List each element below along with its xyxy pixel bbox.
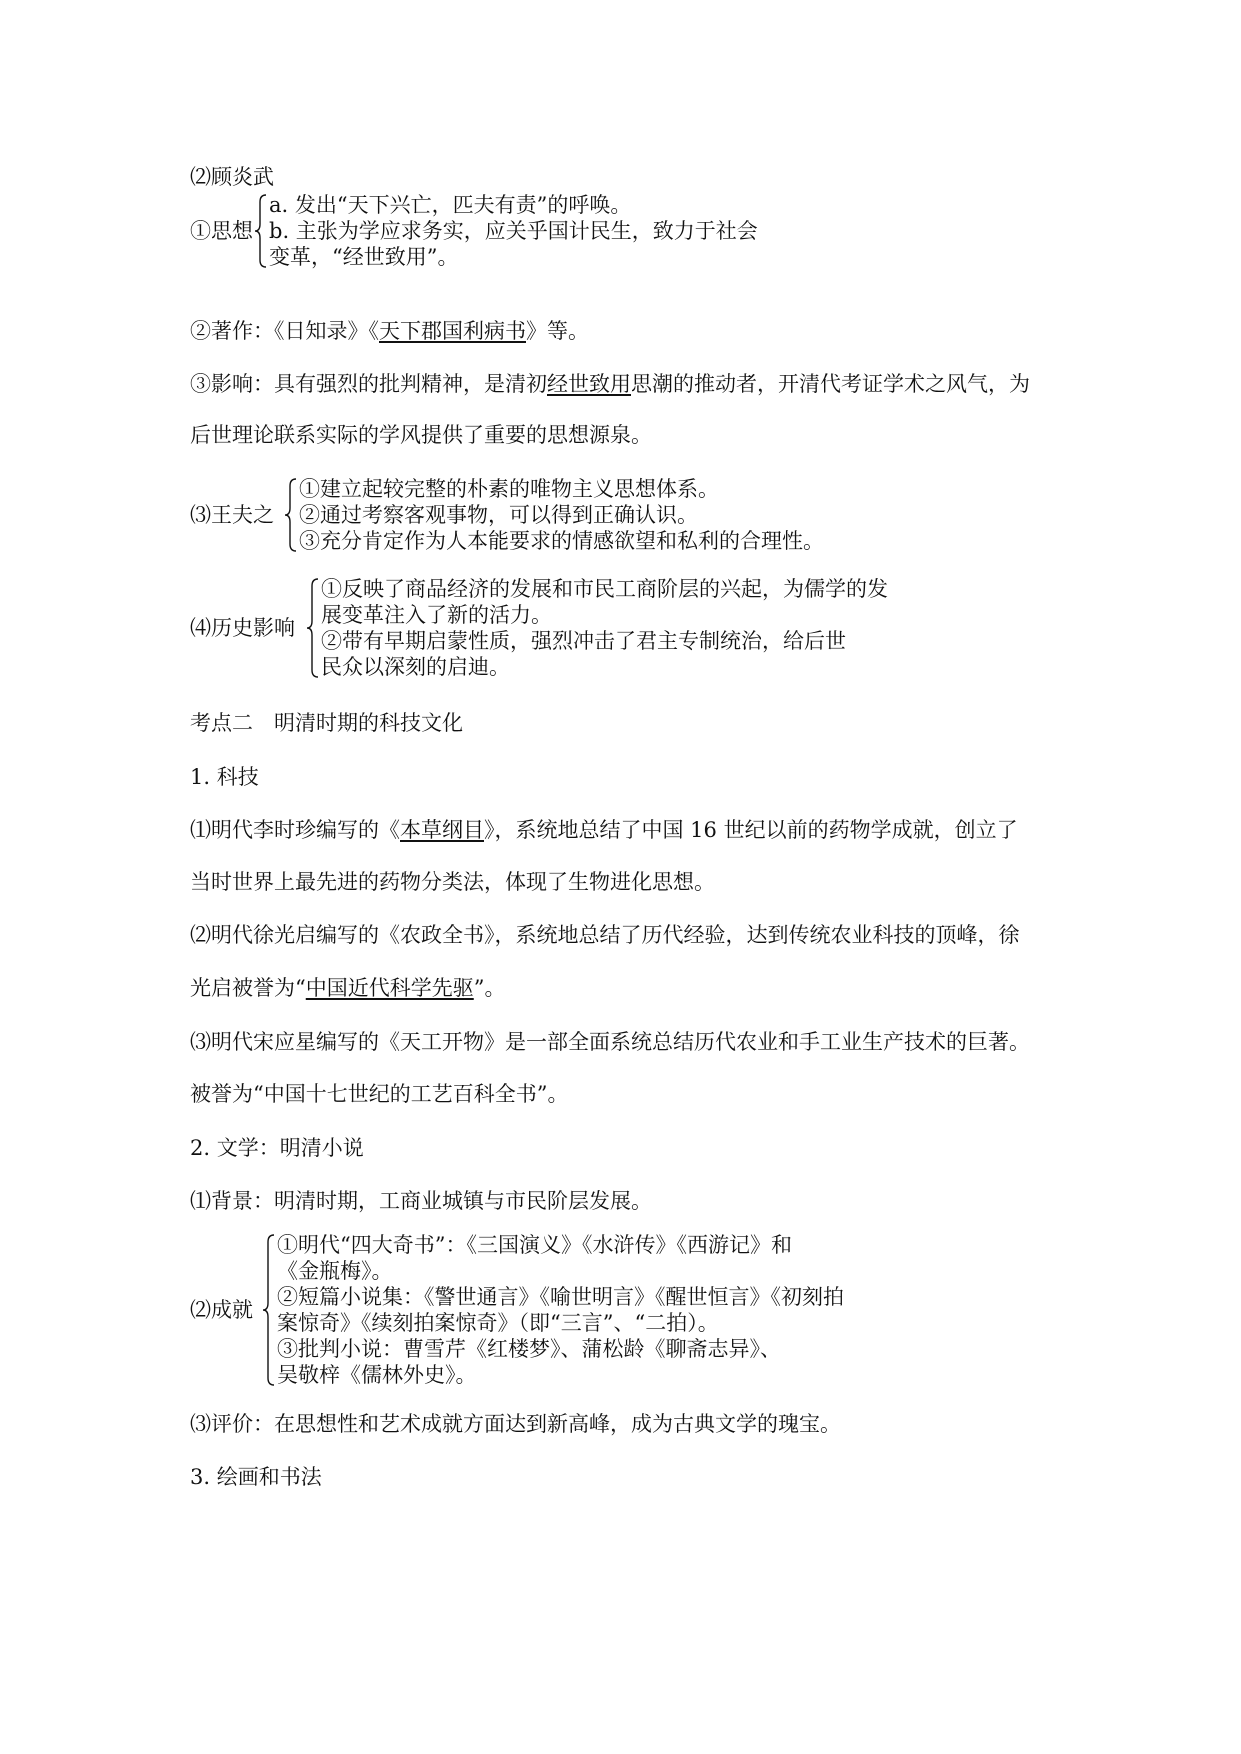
tech-heading: 1. 科技 [190,765,259,789]
impact-item: 展变革注入了新的活力。 [321,603,552,627]
gu-thought-label: ①思想 [190,219,253,243]
wang-item: ③充分肯定作为人本能要求的情感欲望和私利的合理性。 [299,529,824,553]
underlined-book-title: 天下郡国利病书 [379,319,526,343]
achievement-item: ③批判小说：曹雪芹《红楼梦》、蒲松龄《聊斋志异》、 [277,1337,781,1361]
tech-p3-line2: 被誉为“中国十七世纪的工艺百科全书”。 [190,1082,569,1106]
brace-icon [254,194,268,268]
achievement-item: 案惊奇》《续刻拍案惊奇》（即“三言”、“二拍）。 [277,1311,719,1335]
wang-fuzhi-block [190,476,890,554]
wang-fuzhi-label: ⑶王夫之 [190,503,274,527]
tech-p1: ⑴明代李时珍编写的《本草纲目》，系统地总结了中国 16 世纪以前的药物学成就，创立了 [190,818,1018,842]
tech-p2-line2: 光启被誉为“中国近代科学先驱”。 [190,976,506,1000]
impact-item: ②带有早期启蒙性质，强烈冲击了君主专制统治，给后世 [321,629,846,653]
achievement-item: ②短篇小说集：《警世通言》《喻世明言》《醒世恒言》《初刻拍 [277,1285,844,1309]
literature-heading: 2. 文学：明清小说 [190,1136,364,1160]
gu-yanwu-heading: ⑵顾炎武 [190,165,274,189]
literature-achievements-label: ⑵成就 [190,1298,253,1322]
impact-item: 民众以深刻的启迪。 [321,655,510,679]
underlined-book-title: 本草纲目 [400,818,484,842]
historical-impact-label: ⑷历史影响 [190,616,295,640]
gu-thought-item: a. 发出“天下兴亡，匹夫有责”的呼唤。 [269,193,632,217]
gu-thought-block [190,192,790,270]
underlined-term: 经世致用 [547,372,631,396]
wang-item: ①建立起较完整的朴素的唯物主义思想体系。 [299,477,719,501]
tech-p1-line2: 当时世界上最先进的药物分类法，体现了生物进化思想。 [190,870,715,894]
historical-impact-block [190,576,930,680]
brace-icon [284,478,298,552]
achievement-item: 吴敬梓《儒林外史》。 [277,1363,477,1387]
gu-works: ②著作：《日知录》《天下郡国利病书》等。 [190,319,589,343]
gu-influence: ③影响：具有强烈的批判精神，是清初经世致用思潮的推动者，开清代考证学术之风气，为 [190,372,1030,396]
gu-influence-line2: 后世理论联系实际的学风提供了重要的思想源泉。 [190,423,652,447]
wang-item: ②通过考察客观事物，可以得到正确认识。 [299,503,698,527]
underlined-term: 中国近代科学先驱 [305,976,474,1000]
literature-achievements-block [190,1232,930,1388]
achievement-item: ①明代“四大奇书”：《三国演义》《水浒传》《西游记》和 [277,1233,792,1257]
tech-p2: ⑵明代徐光启编写的《农政全书》，系统地总结了历代经验，达到传统农业科技的顶峰，徐 [190,923,1020,947]
brace-icon [262,1234,276,1386]
brace-icon [306,578,320,678]
gu-thought-item: b. 主张为学应求务实，应关乎国计民生，致力于社会 [269,219,758,243]
achievement-item: 《金瓶梅》。 [277,1259,393,1283]
kaodian-2-heading: 考点二 明清时期的科技文化 [190,711,463,735]
literature-background: ⑴背景：明清时期，工商业城镇与市民阶层发展。 [190,1189,652,1213]
gu-thought-item: 变革，“经世致用”。 [269,245,459,269]
literature-evaluation: ⑶评价：在思想性和艺术成就方面达到新高峰，成为古典文学的瑰宝。 [190,1412,841,1436]
art-heading: 3. 绘画和书法 [190,1465,322,1489]
tech-p3: ⑶明代宋应星编写的《天工开物》是一部全面系统总结历代农业和手工业生产技术的巨著。 [190,1030,1030,1054]
impact-item: ①反映了商品经济的发展和市民工商阶层的兴起，为儒学的发 [321,577,888,601]
